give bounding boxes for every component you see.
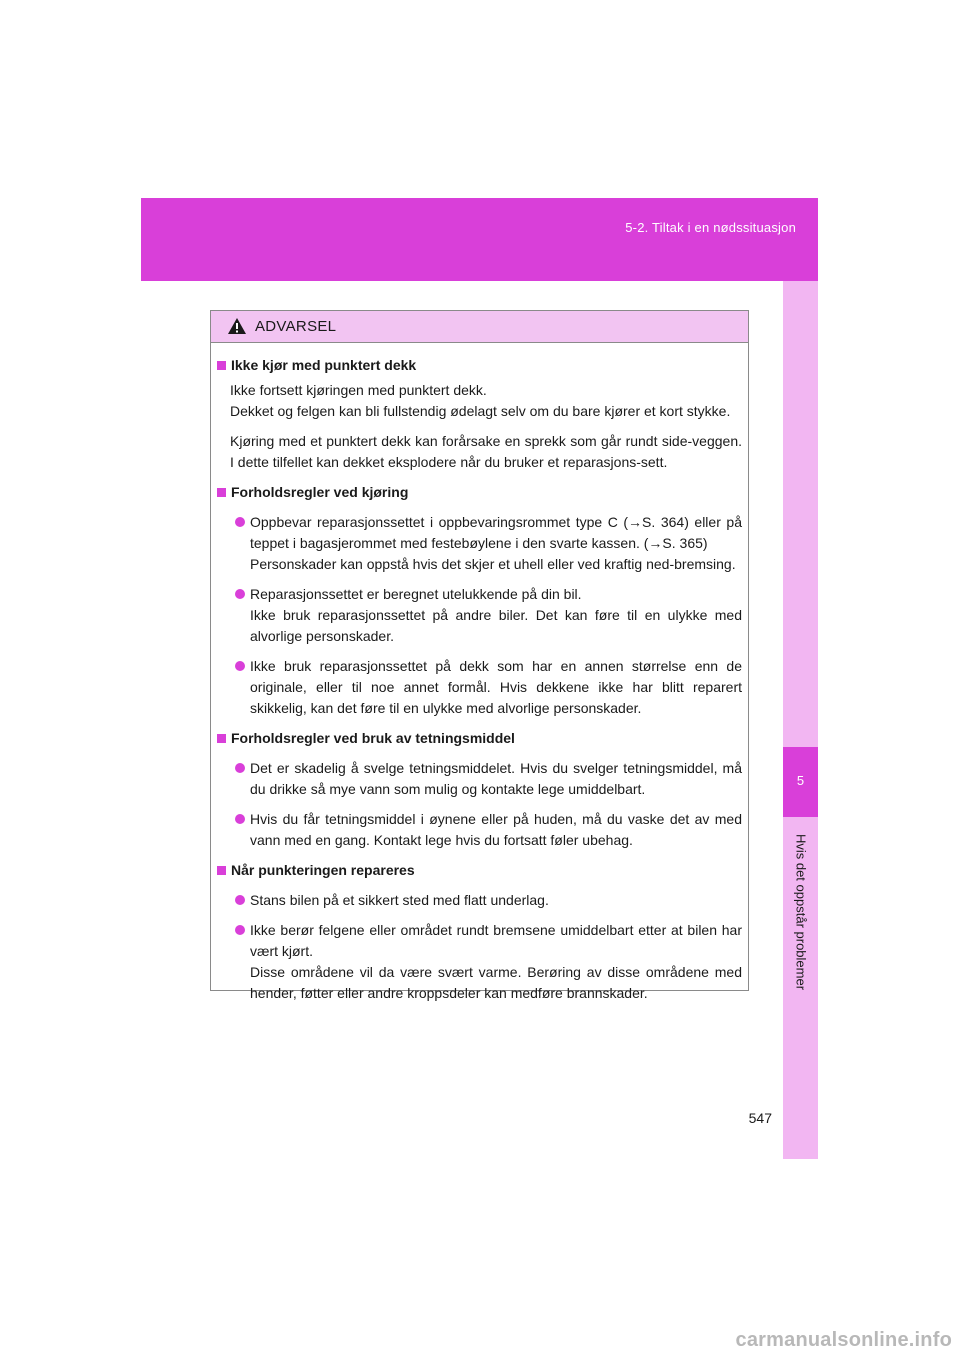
list-item-text [250, 758, 742, 800]
list-item-text [250, 656, 742, 719]
list-item [235, 890, 742, 911]
section-heading [217, 728, 742, 749]
list-item-line: Ikke bruk reparasjonssettet på andre biler. Det kan føre til en ulykke med alvorlige personskader. [250, 607, 742, 644]
square-bullet-icon [217, 866, 226, 875]
list-item-line: Hvis du får tetningsmiddel i øynene eller på huden, må du vaske det av med vann med en gang. Kontakt lege hvis du fortsatt føler ubehag. [250, 811, 742, 848]
list-item [235, 809, 742, 851]
list-item [235, 920, 742, 1004]
round-bullet-icon [235, 763, 245, 773]
list-item-text [250, 809, 742, 851]
list-item-line: Ikke berør felgene eller området rundt bremsene umiddelbart etter at bilen har vært kjørt. [250, 922, 742, 959]
section-heading [217, 482, 742, 503]
warning-section [217, 728, 742, 851]
section-heading-text: Når punkteringen repareres [231, 862, 415, 878]
paragraph [230, 431, 742, 473]
paragraph-line: Ikke fortsett kjøringen med punktert dekk. [230, 382, 487, 398]
round-bullet-icon [235, 925, 245, 935]
round-bullet-icon [235, 517, 245, 527]
section-heading [217, 860, 742, 881]
list-item-line: Det er skadelig å svelge tetningsmiddelet. Hvis du svelger tetningsmiddel, må du drikke så mye vann som mulig og kontakte lege umiddelbart. [250, 760, 742, 797]
warning-triangle-icon [227, 317, 247, 335]
warning-section [217, 355, 742, 473]
paragraph-line: Dekket og felgen kan bli fullstendig ødelagt selv om du bare kjører et kort stykke. [230, 403, 731, 419]
list-item [235, 758, 742, 800]
list-item [235, 656, 742, 719]
paragraph-line: Kjøring med et punktert dekk kan forårsake en sprekk som går rundt side-veggen. I dette tilfellet kan dekket eksplodere når du bruker et reparasjons-sett. [230, 433, 742, 470]
chapter-number-block [783, 747, 818, 817]
list-item-text [250, 920, 742, 1004]
warning-box [210, 310, 749, 1001]
square-bullet-icon [217, 734, 226, 743]
chapter-title-vertical [783, 822, 818, 1002]
list-item-line: Stans bilen på et sikkert sted med flatt underlag. [250, 892, 549, 908]
list-item-text [250, 890, 742, 911]
warning-body [211, 343, 748, 1004]
round-bullet-icon [235, 661, 245, 671]
chapter-header-band [141, 198, 818, 281]
list-item-line: Personskader kan oppstå hvis det skjer et uhell eller ved kraftig ned-bremsing. [250, 556, 736, 572]
square-bullet-icon [217, 488, 226, 497]
list-item-line: Reparasjonssettet er beregnet utelukkende på din bil. [250, 586, 582, 602]
round-bullet-icon [235, 814, 245, 824]
footer-watermark: carmanualsonline.info [735, 1329, 952, 1351]
warning-section [217, 482, 742, 719]
list-item [235, 584, 742, 647]
chapter-side-tab [783, 281, 818, 1159]
square-bullet-icon [217, 361, 226, 370]
list-item [235, 512, 742, 575]
list-item-line: Ikke bruk reparasjonssettet på dekk som har en annen størrelse enn de originale, eller til noe annet formål. Hvis dekkene ikke har blitt reparert skikkelig, kan det føre til en ulykke med alvorlige personskader. [250, 658, 742, 716]
section-heading-text: Ikke kjør med punktert dekk [231, 357, 417, 373]
warning-section [217, 860, 742, 1004]
round-bullet-icon [235, 589, 245, 599]
list-item-line: Oppbevar reparasjonssettet i oppbevaringsrommet type C (→S. 364) eller på teppet i bagasjerommet med festebøylene i den svarte kassen. (→S. 365) [250, 514, 742, 551]
paragraph [230, 380, 742, 422]
chapter-title: Hvis det oppstår problemer [793, 833, 808, 991]
warning-label: ADVARSEL [255, 318, 337, 335]
chapter-number: 5 [796, 773, 805, 788]
section-title: 5-2. Tiltak i en nødssituasjon [625, 220, 796, 235]
section-heading-text: Forholdsregler ved bruk av tetningsmiddel [231, 730, 515, 746]
section-heading-text: Forholdsregler ved kjøring [231, 484, 409, 500]
list-item-text [250, 512, 742, 575]
list-item-text [250, 584, 742, 647]
warning-header [211, 311, 748, 343]
round-bullet-icon [235, 895, 245, 905]
section-heading [217, 355, 742, 376]
list-item-line: Disse områdene vil da være svært varme. Berøring av disse områdene med hender, føtter eller andre kroppsdeler kan medføre brannskader. [250, 964, 742, 1001]
page-number: 547 [748, 1110, 772, 1126]
